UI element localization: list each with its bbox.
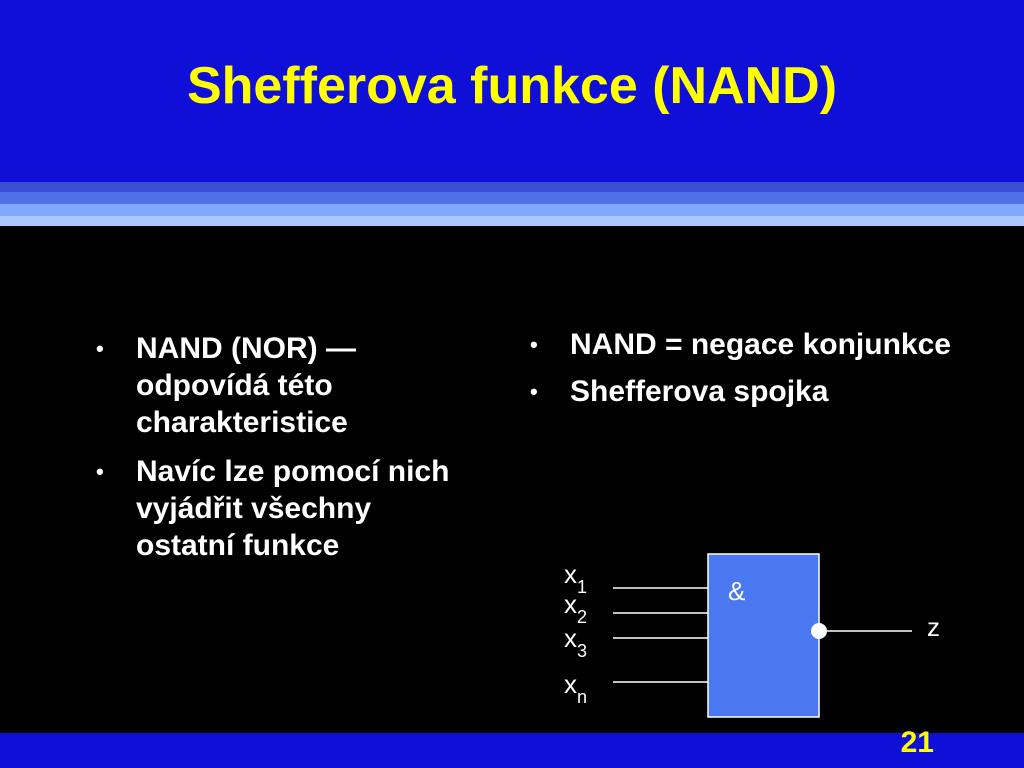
header-stripe xyxy=(0,192,1024,204)
bullet-text: Shefferova spojka xyxy=(570,375,829,408)
bullet-dot: • xyxy=(96,336,104,361)
title-bar xyxy=(0,0,1024,182)
bullet-text: NAND (NOR) — odpovídá této charakteristice xyxy=(136,332,356,439)
header-stripe xyxy=(0,204,1024,216)
header-stripe xyxy=(0,216,1024,226)
left-bullet-list xyxy=(96,330,476,576)
page-number: 21 xyxy=(900,726,934,759)
bullet-dot: • xyxy=(530,332,538,357)
bullet-dot: • xyxy=(530,379,538,404)
gate-symbol: & xyxy=(728,576,746,606)
input-label-xn: $x_n$ xyxy=(564,669,588,707)
output-label: z xyxy=(927,612,940,642)
input-label-x2: $x_2$ xyxy=(564,589,588,627)
nand-gate-diagram xyxy=(540,545,960,725)
bullet-item xyxy=(96,453,476,564)
bullet-dot: • xyxy=(96,459,104,484)
bullet-item xyxy=(530,323,970,366)
gate-body xyxy=(708,554,819,717)
bullet-text: NAND = negace konjunkce xyxy=(570,328,951,361)
bullet-item xyxy=(530,370,970,413)
input-label-x3: $x_3$ xyxy=(564,623,588,661)
bullet-item xyxy=(96,330,476,441)
input-label-x1: $x_1$ xyxy=(564,559,588,597)
negation-bubble xyxy=(811,623,827,639)
footer-bar xyxy=(0,733,1024,768)
right-bullet-list xyxy=(530,323,970,417)
header-stripe xyxy=(0,182,1024,192)
bullet-text: Navíc lze pomocí nich vyjádřit všechny ostatní funkce xyxy=(136,455,450,562)
slide-title: Shefferova funkce (NAND) xyxy=(186,57,838,115)
